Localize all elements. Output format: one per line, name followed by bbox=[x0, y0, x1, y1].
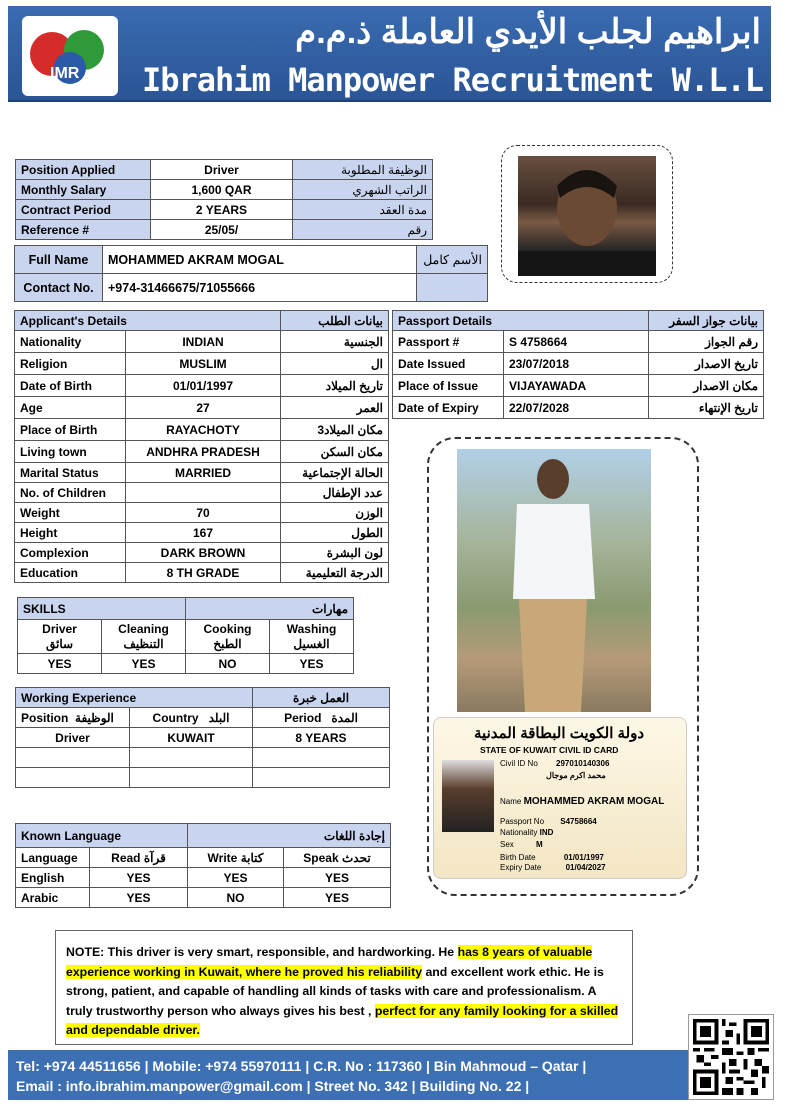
experience-h_period: Period bbox=[284, 710, 322, 725]
table-cell: تاريخ الاصدار bbox=[649, 353, 764, 375]
experience-h_period_ar: المدة bbox=[331, 710, 358, 725]
experience-h_position: Position bbox=[21, 710, 69, 725]
table-cell: 27 bbox=[126, 397, 281, 419]
civil_id-nationality_label: Nationality bbox=[500, 828, 538, 837]
table-cell: Education bbox=[15, 563, 126, 583]
table-row bbox=[18, 598, 354, 620]
table-cell: الدرجة التعليمية bbox=[281, 563, 389, 583]
table-cell bbox=[253, 748, 390, 768]
driver-note bbox=[55, 930, 633, 1045]
table-cell: Driver bbox=[151, 160, 293, 180]
table-row bbox=[15, 397, 389, 419]
civil_id-name_ar: محمد اكرم موجال bbox=[546, 771, 606, 780]
table-cell: تاريخ الإنتهاء bbox=[649, 397, 764, 419]
civil_id-civil_label: Civil ID No bbox=[500, 759, 538, 768]
table-cell: MUSLIM bbox=[126, 353, 281, 375]
table-cell: Monthly Salary bbox=[16, 180, 151, 200]
table-row bbox=[393, 375, 764, 397]
table-cell: رقم الجواز bbox=[649, 331, 764, 353]
table-row bbox=[15, 419, 389, 441]
table-cell: YES bbox=[284, 888, 391, 908]
table-cell bbox=[188, 848, 284, 868]
table-cell: INDIAN bbox=[126, 331, 281, 353]
table-cell bbox=[90, 848, 188, 868]
applicant-headshot bbox=[518, 156, 656, 276]
table-row bbox=[15, 331, 389, 353]
table-cell: 8 YEARS bbox=[253, 728, 390, 748]
experience-h_country_ar: البلد bbox=[208, 710, 230, 725]
skills-items-0-en: Driver bbox=[42, 621, 77, 636]
table-cell: Nationality bbox=[15, 331, 126, 353]
table-cell bbox=[18, 620, 102, 654]
table-cell: بيانات الطلب bbox=[281, 311, 389, 331]
civil_id-sex_label: Sex bbox=[500, 840, 514, 849]
note-p2: and excellent work ethic. He is strong, patient, and capable of handling all kinds of tasks with care and professionalism. A truly trustworthy person who always gives his best bbox=[66, 964, 604, 1018]
civil_id-birth_label: Birth Date bbox=[500, 853, 536, 862]
table-cell: مكان الميلاد3 bbox=[281, 419, 389, 441]
table-cell: 1,600 QAR bbox=[151, 180, 293, 200]
passport-details-table bbox=[392, 310, 764, 419]
footer-line-email: Email : info.ibrahim.manpower@gmail.com | Street No. 342 | Building No. 22 | bbox=[16, 1078, 530, 1094]
table-cell bbox=[16, 708, 130, 728]
skills-table bbox=[17, 597, 354, 674]
applicant-details-table bbox=[14, 310, 389, 583]
table-cell: لون البشرة bbox=[281, 543, 389, 563]
table-cell bbox=[417, 274, 488, 302]
kuwait-civil-id-card: دولة الكويت البطاقة المدنية STATE OF KUWAIT CIVIL ID CARD Civil ID No 297010140306 محمد اكرم موجال Name MOHAMMED AKRAM MOGAL Passport No S4758664 Nationality IND Sex M Birth Date 01/01/1997 Expiry Date 01/04/2027 bbox=[433, 717, 687, 879]
position-table bbox=[15, 159, 433, 240]
full-name-label: Full Name bbox=[15, 246, 103, 274]
table-row bbox=[15, 543, 389, 563]
languages-h_write: Write bbox=[207, 850, 238, 865]
table-cell: Applicant's Details bbox=[15, 311, 281, 331]
footer-contact-bar bbox=[8, 1050, 771, 1100]
table-row bbox=[15, 503, 389, 523]
table-cell: إجادة اللغات bbox=[188, 824, 391, 848]
table-cell: YES bbox=[188, 868, 284, 888]
table-cell bbox=[270, 620, 354, 654]
skills-items-3-ar: الغسيل bbox=[293, 636, 330, 651]
id-photo bbox=[442, 760, 494, 832]
table-cell bbox=[126, 483, 281, 503]
table-row bbox=[16, 888, 391, 908]
table-row bbox=[16, 200, 433, 220]
experience-h_country: Country bbox=[152, 710, 199, 725]
table-row bbox=[393, 397, 764, 419]
civil_id-title_ar: دولة الكويت البطاقة المدنية bbox=[474, 725, 645, 742]
table-cell: Passport Details bbox=[393, 311, 649, 331]
table-cell bbox=[16, 748, 130, 768]
languages-h_read_ar: قرآة bbox=[143, 850, 166, 865]
table-row bbox=[15, 463, 389, 483]
table-cell: العمر bbox=[281, 397, 389, 419]
table-cell: RAYACHOTY bbox=[126, 419, 281, 441]
table-cell: Age bbox=[15, 397, 126, 419]
header-banner bbox=[8, 6, 771, 102]
table-cell: Position Applied bbox=[16, 160, 151, 180]
languages-h_write_ar: كتابة bbox=[240, 850, 264, 865]
skills-items-2-en: Cooking bbox=[203, 621, 252, 636]
table-cell: الوظيفة المطلوبة bbox=[293, 160, 433, 180]
table-cell: مكان الاصدار bbox=[649, 375, 764, 397]
table-cell: 22/07/2028 bbox=[504, 397, 649, 419]
logo-text: IMR bbox=[50, 65, 80, 82]
table-row bbox=[16, 848, 391, 868]
table-cell: Living town bbox=[15, 441, 126, 463]
full-name: MOHAMMED AKRAM MOGAL bbox=[103, 246, 417, 274]
company-name-english: Ibrahim Manpower Recruitment W.L.L bbox=[141, 61, 763, 99]
known-language-table bbox=[15, 823, 391, 908]
table-row bbox=[393, 331, 764, 353]
qr-code[interactable] bbox=[688, 1014, 774, 1100]
table-row bbox=[16, 180, 433, 200]
note-h1: has 8 years of valuable experience working in Kuwait, where he proved his reliability bbox=[66, 945, 593, 979]
table-cell: YES bbox=[270, 654, 354, 674]
table-row bbox=[16, 728, 390, 748]
skills-items-2-ar: الطبخ bbox=[213, 636, 242, 651]
table-cell: YES bbox=[18, 654, 102, 674]
table-cell: 25/05/ bbox=[151, 220, 293, 240]
table-row bbox=[16, 824, 391, 848]
table-cell: Date Issued bbox=[393, 353, 504, 375]
table-row bbox=[16, 160, 433, 180]
table-row bbox=[16, 868, 391, 888]
civil_id-name_label: Name bbox=[500, 797, 522, 806]
note-p3: , bbox=[368, 1003, 375, 1018]
table-cell: عدد الإطفال bbox=[281, 483, 389, 503]
table-cell: YES bbox=[284, 868, 391, 888]
table-cell bbox=[253, 708, 390, 728]
table-cell bbox=[16, 768, 130, 788]
table-cell bbox=[102, 620, 186, 654]
table-cell: مهارات bbox=[186, 598, 354, 620]
table-row bbox=[16, 688, 390, 708]
full-body-photo-frame bbox=[427, 437, 699, 896]
table-cell: رقم bbox=[293, 220, 433, 240]
table-cell: 01/01/1997 bbox=[126, 375, 281, 397]
table-cell: Driver bbox=[16, 728, 130, 748]
table-row bbox=[15, 274, 488, 302]
note-p1: NOTE: This driver is very smart, responsible, and hardworking. He bbox=[66, 945, 458, 959]
skills-items-3-en: Washing bbox=[286, 621, 337, 636]
table-cell: SKILLS bbox=[18, 598, 186, 620]
table-cell: الطول bbox=[281, 523, 389, 543]
table-row bbox=[15, 483, 389, 503]
table-cell bbox=[130, 748, 253, 768]
table-row bbox=[15, 246, 488, 274]
table-cell: Arabic bbox=[16, 888, 90, 908]
table-row bbox=[15, 563, 389, 583]
table-cell: YES bbox=[90, 868, 188, 888]
table-cell: DARK BROWN bbox=[126, 543, 281, 563]
civil_id-expiry_label: Expiry Date bbox=[500, 863, 542, 872]
table-row bbox=[15, 375, 389, 397]
table-cell: 2 YEARS bbox=[151, 200, 293, 220]
table-row bbox=[15, 311, 389, 331]
table-row bbox=[15, 523, 389, 543]
table-cell: Reference # bbox=[16, 220, 151, 240]
full-name-arabic: الأسم كامل bbox=[417, 246, 488, 274]
table-cell: NO bbox=[186, 654, 270, 674]
table-cell: بيانات جواز السفر bbox=[649, 311, 764, 331]
table-row bbox=[16, 748, 390, 768]
table-cell: Height bbox=[15, 523, 126, 543]
table-cell: 8 TH GRADE bbox=[126, 563, 281, 583]
applicant-full-photo bbox=[457, 449, 651, 712]
table-cell: ANDHRA PRADESH bbox=[126, 441, 281, 463]
table-cell bbox=[130, 708, 253, 728]
table-row bbox=[393, 353, 764, 375]
table-cell: English bbox=[16, 868, 90, 888]
table-cell: Passport # bbox=[393, 331, 504, 353]
table-cell: Marital Status bbox=[15, 463, 126, 483]
table-row bbox=[393, 311, 764, 331]
table-cell: ال bbox=[281, 353, 389, 375]
table-cell: Contract Period bbox=[16, 200, 151, 220]
skills-items-1-ar: التنظيف bbox=[123, 636, 164, 651]
languages-h_speak_ar: تحدث bbox=[342, 850, 371, 865]
table-cell: العمل خبرة bbox=[253, 688, 390, 708]
table-cell: VIJAYAWADA bbox=[504, 375, 649, 397]
table-cell: Date of Expiry bbox=[393, 397, 504, 419]
table-row bbox=[16, 220, 433, 240]
table-cell: تاريخ الميلاد bbox=[281, 375, 389, 397]
table-row bbox=[16, 708, 390, 728]
table-cell: الوزن bbox=[281, 503, 389, 523]
contact-label: Contact No. bbox=[15, 274, 103, 302]
civil_id-passport_label: Passport No bbox=[500, 817, 545, 826]
table-cell: الراتب الشهري bbox=[293, 180, 433, 200]
languages-h_read: Read bbox=[111, 850, 141, 865]
table-cell bbox=[130, 768, 253, 788]
table-cell: No. of Children bbox=[15, 483, 126, 503]
table-cell: الجنسية bbox=[281, 331, 389, 353]
experience-h_position_ar: الوظيفة bbox=[75, 710, 114, 725]
table-cell: YES bbox=[90, 888, 188, 908]
table-cell: 70 bbox=[126, 503, 281, 523]
table-cell bbox=[186, 620, 270, 654]
table-cell: YES bbox=[102, 654, 186, 674]
table-row bbox=[18, 620, 354, 654]
contact-number: +974-31466675/71055666 bbox=[103, 274, 417, 302]
company-name-arabic: ابراهيم لجلب الأيدي العاملة ذ.م.م bbox=[295, 13, 761, 51]
table-row bbox=[15, 441, 389, 463]
table-cell: Weight bbox=[15, 503, 126, 523]
table-cell: Date of Birth bbox=[15, 375, 126, 397]
footer-line-phone: Tel: +974 44511656 | Mobile: +974 55970111 | C.R. No : 117360 | Bin Mahmoud – Qatar | bbox=[16, 1058, 587, 1074]
table-cell: Place of Birth bbox=[15, 419, 126, 441]
identity-table bbox=[14, 245, 488, 302]
table-cell: مدة العقد bbox=[293, 200, 433, 220]
table-cell: Language bbox=[16, 848, 90, 868]
skills-items-1-en: Cleaning bbox=[118, 621, 169, 636]
table-cell: Known Language bbox=[16, 824, 188, 848]
table-row bbox=[16, 768, 390, 788]
table-cell: Place of Issue bbox=[393, 375, 504, 397]
table-cell: KUWAIT bbox=[130, 728, 253, 748]
table-cell: MARRIED bbox=[126, 463, 281, 483]
table-cell: S 4758664 bbox=[504, 331, 649, 353]
table-cell: 167 bbox=[126, 523, 281, 543]
working-experience-table bbox=[15, 687, 390, 788]
table-cell bbox=[284, 848, 391, 868]
table-cell: Complexion bbox=[15, 543, 126, 563]
civil_id-title: STATE OF KUWAIT CIVIL ID CARD bbox=[480, 745, 619, 755]
skills-items-0-ar: سائق bbox=[45, 636, 74, 651]
note-h2: perfect for any family looking for a skilled and dependable driver. bbox=[66, 1003, 619, 1037]
table-row bbox=[15, 353, 389, 375]
languages-h_speak: Speak bbox=[303, 850, 339, 865]
table-cell: Working Experience bbox=[16, 688, 253, 708]
table-cell: الحالة الإجتماعية bbox=[281, 463, 389, 483]
table-cell: Religion bbox=[15, 353, 126, 375]
table-cell: 23/07/2018 bbox=[504, 353, 649, 375]
table-cell: NO bbox=[188, 888, 284, 908]
table-cell: مكان السكن bbox=[281, 441, 389, 463]
passport-photo-frame bbox=[501, 145, 673, 283]
table-cell bbox=[253, 768, 390, 788]
company-logo bbox=[22, 16, 118, 96]
table-row bbox=[18, 654, 354, 674]
